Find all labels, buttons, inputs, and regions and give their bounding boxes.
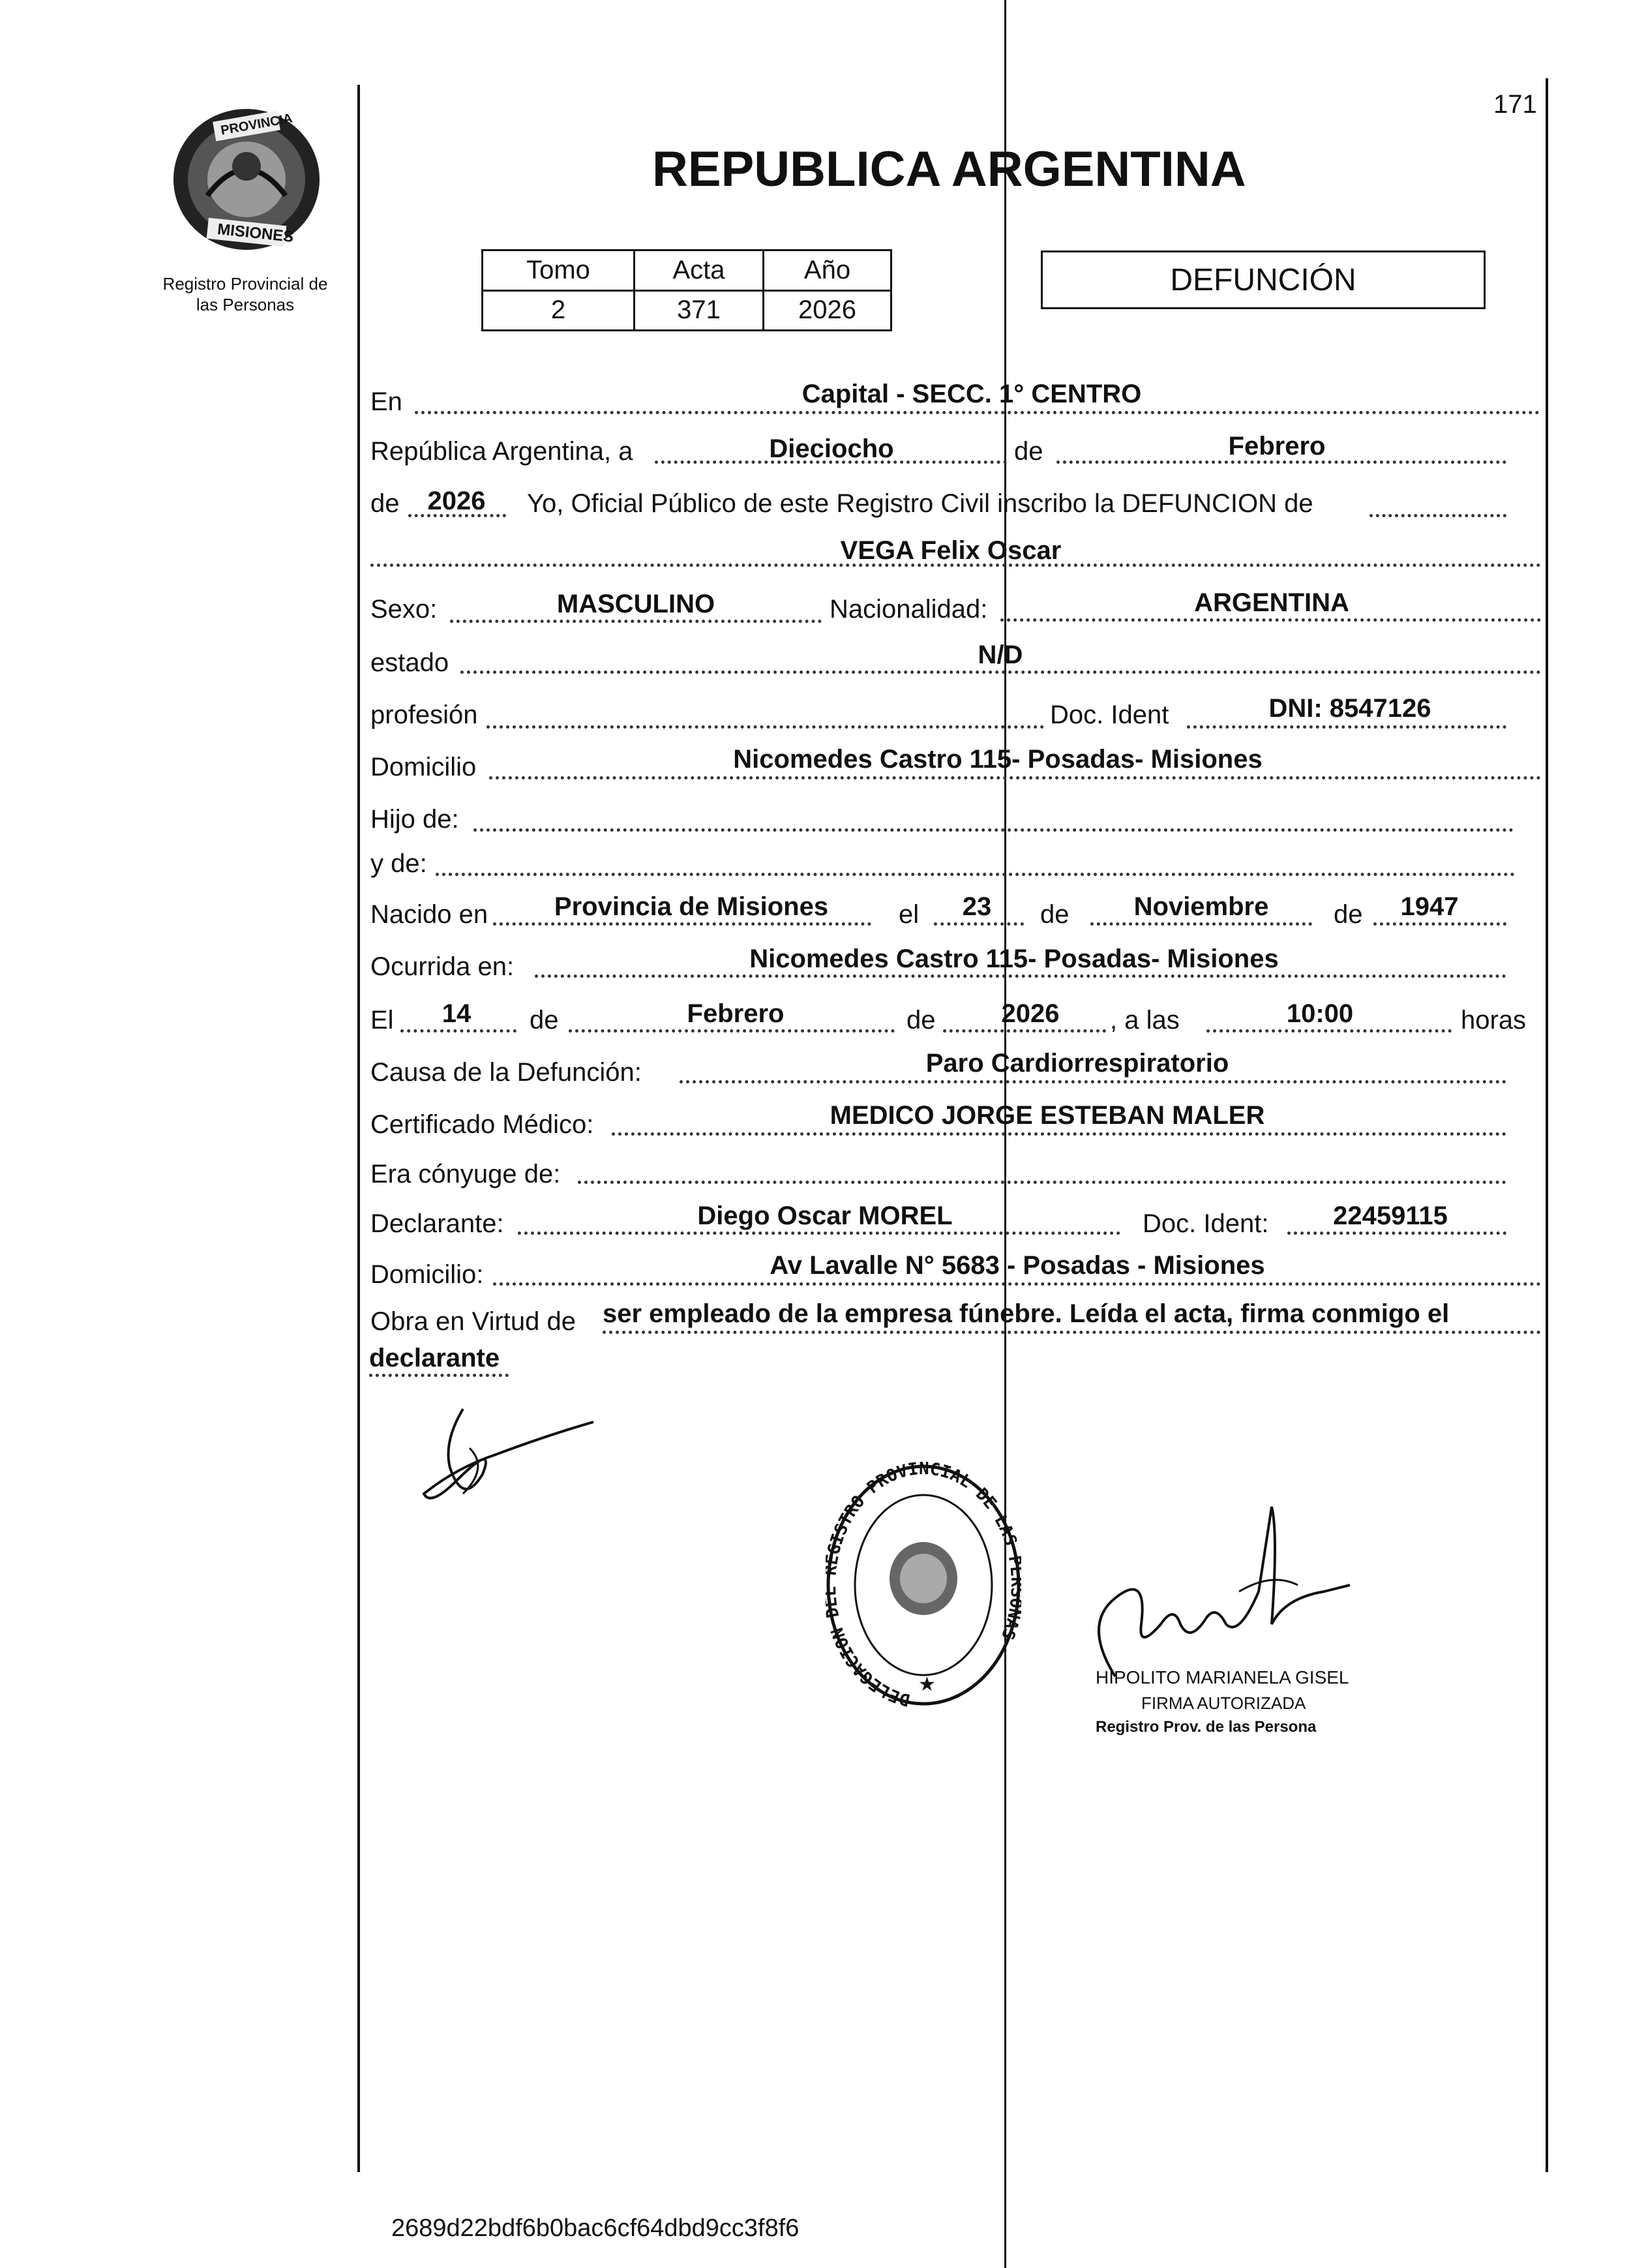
dotted-line xyxy=(655,461,1007,464)
left-margin-line xyxy=(357,85,360,2172)
dotted-line xyxy=(486,725,1044,729)
value-fallec-anio: 2026 xyxy=(1001,999,1060,1028)
dotted-line xyxy=(569,1029,895,1033)
label-nacido-en: Nacido en xyxy=(370,900,488,929)
value-obra-line2: declarante xyxy=(369,1344,500,1372)
stamp-ring-text: DELEGACION GISTRO PROVINCIAL DE LAS AS xyxy=(826,1461,1021,1709)
provincial-seal xyxy=(168,104,325,254)
dotted-line xyxy=(518,1232,1120,1235)
record-header-acta: Acta xyxy=(635,250,764,291)
label-ocurrida-en: Ocurrida en: xyxy=(370,952,515,981)
label-sexo: Sexo: xyxy=(370,595,438,624)
value-declarante-domicilio: Av Lavalle N° 5683 - Posadas - Misiones xyxy=(770,1251,1265,1280)
label-estado: estado xyxy=(370,648,449,677)
dotted-line xyxy=(1287,1232,1506,1235)
dotted-line xyxy=(473,828,1514,832)
value-sexo: MASCULINO xyxy=(556,590,715,618)
official-stamp xyxy=(826,1461,1021,1709)
document-type: DEFUNCIÓN xyxy=(1170,262,1356,297)
dotted-line xyxy=(493,922,871,926)
declarant-signature xyxy=(417,1396,600,1526)
dotted-line xyxy=(415,411,1540,414)
label-domicilio-declarante: Domicilio: xyxy=(370,1260,484,1289)
label-conyuge: Era cónyuge de: xyxy=(370,1160,561,1188)
label-en: En xyxy=(370,387,402,416)
dotted-line xyxy=(460,671,1541,674)
value-declarante-doc: 22459115 xyxy=(1333,1202,1448,1230)
dotted-line xyxy=(1206,1029,1452,1033)
dotted-line xyxy=(408,514,506,517)
value-nombre: VEGA Felix Oscar xyxy=(840,536,1062,565)
value-ocurrida-en: Nicomedes Castro 115- Posadas- Misiones xyxy=(749,945,1279,973)
dotted-line xyxy=(1056,461,1506,464)
dotted-line xyxy=(680,1080,1506,1083)
label-profesion: profesión xyxy=(370,701,478,729)
value-lugar: Capital - SECC. 1° CENTRO xyxy=(801,380,1142,408)
footer-hash: 2689d22bdf6b0bac6cf64dbd9cc3f8f6 xyxy=(391,2215,800,2242)
label-de: de xyxy=(906,1006,936,1035)
stamp-star-icon: ★ xyxy=(918,1674,936,1695)
label-horas: horas xyxy=(1461,1006,1527,1035)
record-value-tomo: 2 xyxy=(483,290,635,331)
dotted-line xyxy=(1000,618,1541,622)
document-type-box xyxy=(1041,250,1486,309)
dotted-line xyxy=(370,564,1541,567)
label-y-de: y de: xyxy=(370,849,427,878)
label-el-cap: El xyxy=(370,1006,394,1035)
right-margin-line xyxy=(1546,78,1548,2172)
dotted-line xyxy=(578,1181,1506,1184)
label-doc-ident: Doc. Ident xyxy=(1050,701,1169,729)
dotted-line xyxy=(1373,922,1506,926)
dotted-line xyxy=(535,975,1506,978)
signatory-name: HIPOLITO MARIANELA GISEL xyxy=(1096,1667,1349,1687)
value-fallec-mes: Febrero xyxy=(687,999,785,1028)
value-fallec-dia: 14 xyxy=(441,999,471,1028)
dotted-line xyxy=(934,922,1024,926)
authorized-signature xyxy=(1076,1494,1415,1689)
value-doc-ident: DNI: 8547126 xyxy=(1268,694,1431,723)
dotted-line xyxy=(612,1132,1506,1136)
dotted-line xyxy=(450,620,822,623)
label-nacionalidad: Nacionalidad: xyxy=(830,595,988,624)
label-republica: República Argentina, a xyxy=(370,437,633,466)
label-declarante: Declarante: xyxy=(370,1209,504,1238)
value-estado: N/D xyxy=(978,641,1023,669)
label-hijo-de: Hijo de: xyxy=(370,805,459,834)
value-nacido-en: Provincia de Misiones xyxy=(554,892,829,921)
record-value-anio: 2026 xyxy=(764,290,891,331)
dotted-line xyxy=(400,1029,516,1033)
value-nacido-mes: Noviembre xyxy=(1133,892,1269,921)
value-mes: Febrero xyxy=(1228,432,1326,461)
label-a-las: , a las xyxy=(1110,1006,1180,1035)
dotted-line xyxy=(493,1282,1541,1286)
label-obra-en-virtud: Obra en Virtud de xyxy=(370,1307,576,1336)
value-domicilio: Nicomedes Castro 115- Posadas- Misiones xyxy=(733,745,1263,774)
value-nacionalidad: ARGENTINA xyxy=(1194,588,1349,617)
label-yo-oficial: Yo, Oficial Público de este Registro Civil inscribo la DEFUNCION de xyxy=(527,489,1313,518)
label-de: de xyxy=(1334,900,1363,929)
label-de: de xyxy=(530,1006,559,1035)
label-de: de xyxy=(1040,900,1070,929)
value-declarante: Diego Oscar MOREL xyxy=(697,1202,953,1230)
dotted-line xyxy=(1090,922,1312,926)
label-domicilio: Domicilio xyxy=(370,753,477,781)
page-number: 171 xyxy=(1493,90,1537,119)
dotted-line xyxy=(1187,725,1506,729)
signatory-role: FIRMA AUTORIZADA xyxy=(1141,1693,1306,1713)
label-de: de xyxy=(1014,437,1043,466)
dotted-line xyxy=(489,776,1541,779)
seal-text-top: PROVINCIA xyxy=(219,111,294,138)
dotted-line xyxy=(436,873,1515,876)
dotted-line xyxy=(369,1374,509,1377)
seal-caption-line1: Registro Provincial de xyxy=(162,274,328,294)
value-anio: 2026 xyxy=(427,487,486,515)
value-dia-letras: Dieciocho xyxy=(769,434,894,463)
record-table xyxy=(481,249,892,331)
value-nacido-dia: 23 xyxy=(962,892,992,921)
label-el: el xyxy=(899,900,920,929)
value-obra-line1: ser empleado de la empresa fúnebre. Leída el acta, firma conmigo el xyxy=(603,1299,1450,1328)
page-title: REPUBLICA ARGENTINA xyxy=(652,142,1246,197)
label-causa: Causa de la Defunción: xyxy=(370,1058,642,1087)
seal-text-bottom: MISIONES xyxy=(216,220,295,247)
label-de: de xyxy=(370,489,400,518)
value-nacido-anio: 1947 xyxy=(1400,892,1459,921)
label-certificado: Certificado Médico: xyxy=(370,1110,594,1139)
label-doc-ident-declarante: Doc. Ident: xyxy=(1143,1209,1269,1238)
value-causa: Paro Cardiorrespiratorio xyxy=(925,1049,1229,1078)
official-stamp-icon xyxy=(826,1461,1021,1709)
dotted-line xyxy=(603,1331,1541,1334)
signatory-org: Registro Prov. de las Persona xyxy=(1096,1718,1317,1736)
value-certificado: MEDICO JORGE ESTEBAN MALER xyxy=(830,1101,1265,1130)
dotted-line xyxy=(1369,514,1506,517)
seal-caption-line2: las Personas xyxy=(196,295,295,314)
dotted-line xyxy=(943,1029,1106,1033)
value-hora: 10:00 xyxy=(1286,999,1354,1028)
record-value-acta: 371 xyxy=(635,290,764,331)
record-header-tomo: Tomo xyxy=(483,250,635,291)
record-header-anio: Año xyxy=(764,250,891,291)
